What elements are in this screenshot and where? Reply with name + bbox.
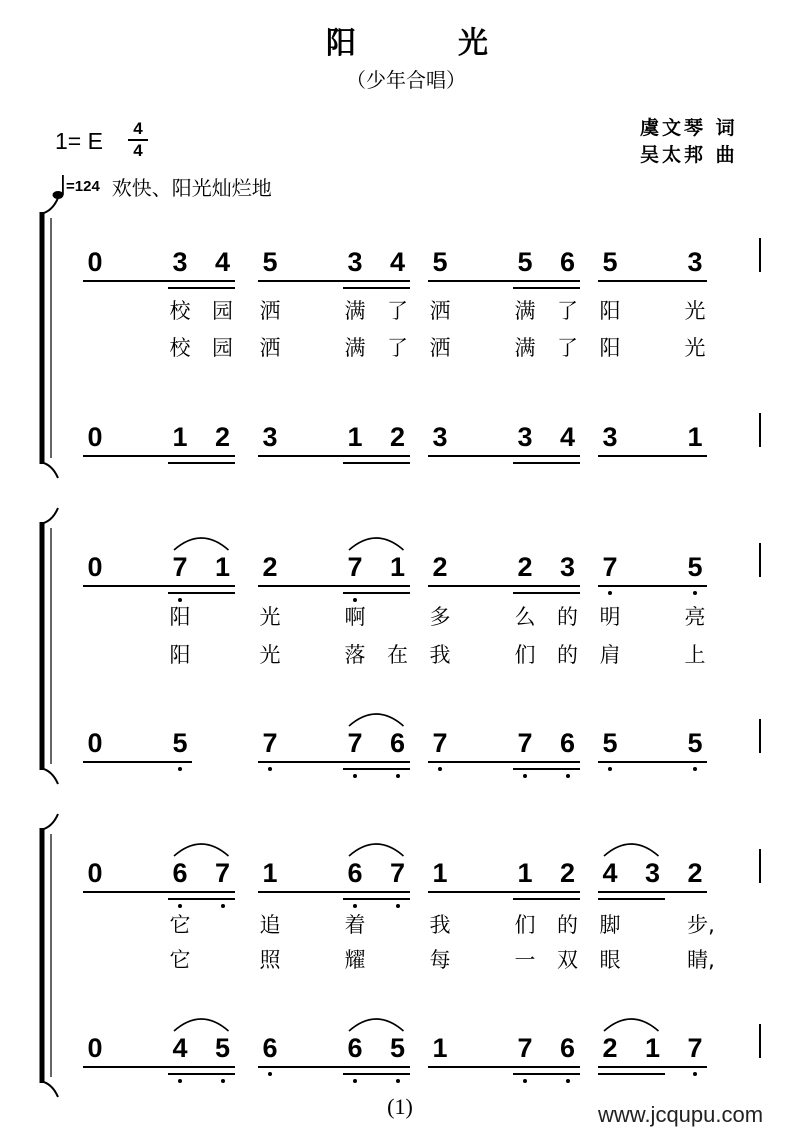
lyric-syllable: 阳 bbox=[599, 299, 621, 323]
lyric-syllable: 追 bbox=[259, 913, 281, 937]
note: 2 bbox=[389, 422, 406, 452]
note: 3 bbox=[262, 422, 278, 452]
sixteenth-beam bbox=[343, 1073, 410, 1075]
note: 7 bbox=[517, 728, 533, 758]
bracket-hook-top bbox=[40, 198, 58, 214]
sixteenth-beam bbox=[513, 592, 580, 594]
sixteenth-beam bbox=[598, 1073, 665, 1075]
note: 4 bbox=[214, 247, 231, 277]
sixteenth-beam bbox=[168, 592, 235, 594]
note: 1 bbox=[644, 1033, 661, 1063]
lyric-syllable: 眼 bbox=[599, 948, 621, 972]
key-signature: 1= E bbox=[55, 128, 103, 154]
title-char-1: 阳 bbox=[326, 26, 356, 61]
lyric-syllable: 么 bbox=[514, 605, 536, 629]
slur bbox=[174, 844, 229, 856]
lyric-syllable: 了 bbox=[557, 299, 578, 323]
lyric-syllable: 双 bbox=[557, 948, 578, 972]
note: 3 bbox=[602, 422, 618, 452]
lyric-syllable: 啊 bbox=[344, 605, 366, 629]
lyric-syllable: 着 bbox=[344, 913, 366, 937]
low-octave-dot bbox=[178, 598, 182, 602]
note: 6 bbox=[559, 247, 576, 277]
note: 5 bbox=[432, 247, 448, 277]
note: 5 bbox=[687, 728, 703, 758]
slur bbox=[349, 714, 404, 726]
note: 7 bbox=[347, 728, 363, 758]
low-octave-dot bbox=[693, 591, 697, 595]
low-octave-dot bbox=[608, 591, 612, 595]
sixteenth-beam bbox=[343, 768, 410, 770]
note: 5 bbox=[389, 1033, 406, 1063]
bracket-hook-bottom bbox=[40, 462, 58, 478]
lyric-syllable: 满 bbox=[344, 336, 366, 360]
subtitle: （少年合唱） bbox=[346, 68, 466, 92]
slur bbox=[174, 538, 229, 550]
slur bbox=[174, 1019, 229, 1031]
note: 4 bbox=[389, 247, 406, 277]
note: 6 bbox=[389, 728, 406, 758]
lyric-syllable: 的 bbox=[557, 913, 578, 937]
note: 1 bbox=[262, 858, 278, 888]
lyric-syllable: 明 bbox=[599, 605, 621, 629]
barline bbox=[759, 719, 761, 753]
note: 1 bbox=[432, 858, 448, 888]
slur bbox=[349, 844, 404, 856]
sixteenth-beam bbox=[513, 287, 580, 289]
lyric-syllable: 一 bbox=[514, 948, 536, 972]
eighth-beam bbox=[598, 1066, 707, 1068]
time-signature-top: 4 bbox=[133, 119, 143, 138]
eighth-beam bbox=[258, 1066, 410, 1068]
composer-credit: 吴太邦 曲 bbox=[640, 144, 738, 166]
sixteenth-beam bbox=[343, 287, 410, 289]
low-octave-dot bbox=[693, 767, 697, 771]
note: 6 bbox=[559, 728, 576, 758]
low-octave-dot bbox=[396, 904, 400, 908]
slur bbox=[604, 1019, 659, 1031]
low-octave-dot bbox=[268, 767, 272, 771]
note: 7 bbox=[172, 552, 188, 582]
note: 5 bbox=[517, 247, 533, 277]
note: 3 bbox=[347, 247, 363, 277]
bracket-hook-top bbox=[40, 814, 58, 830]
sixteenth-beam bbox=[168, 898, 235, 900]
sixteenth-beam bbox=[513, 1073, 580, 1075]
low-octave-dot bbox=[566, 774, 570, 778]
lyric-syllable: 多 bbox=[429, 605, 451, 629]
lyric-syllable: 上 bbox=[684, 643, 706, 667]
eighth-beam bbox=[258, 280, 410, 282]
eighth-beam bbox=[83, 455, 235, 457]
note: 0 bbox=[87, 552, 103, 582]
note: 5 bbox=[602, 247, 618, 277]
time-signature-bottom: 4 bbox=[133, 141, 143, 160]
bracket-hook-bottom bbox=[40, 768, 58, 784]
sixteenth-beam bbox=[343, 462, 410, 464]
lyric-syllable: 满 bbox=[514, 336, 536, 360]
note: 6 bbox=[347, 858, 363, 888]
note: 7 bbox=[389, 858, 406, 888]
barline bbox=[759, 543, 761, 577]
eighth-beam bbox=[598, 761, 707, 763]
note: 1 bbox=[214, 552, 231, 582]
lyric-syllable: 我 bbox=[429, 913, 451, 937]
lyric-syllable: 肩 bbox=[599, 643, 621, 667]
note: 5 bbox=[602, 728, 618, 758]
lyric-syllable: 光 bbox=[259, 605, 281, 629]
note: 6 bbox=[559, 1033, 576, 1063]
lyric-syllable: 满 bbox=[344, 299, 366, 323]
barline bbox=[759, 238, 761, 272]
lyric-syllable: 们 bbox=[514, 643, 536, 667]
lyric-syllable: 光 bbox=[259, 643, 281, 667]
lyric-syllable: 阳 bbox=[169, 605, 191, 629]
lyric-syllable: 了 bbox=[387, 299, 408, 323]
lyric-syllable: 耀 bbox=[344, 948, 366, 972]
lyric-syllable: 阳 bbox=[169, 643, 191, 667]
note: 1 bbox=[687, 422, 703, 452]
low-octave-dot bbox=[693, 1072, 697, 1076]
lyric-syllable: 园 bbox=[212, 336, 233, 360]
eighth-beam bbox=[258, 455, 410, 457]
slur bbox=[349, 538, 404, 550]
note: 0 bbox=[87, 422, 103, 452]
slur bbox=[349, 1019, 404, 1031]
eighth-beam bbox=[83, 585, 235, 587]
bracket-hook-bottom bbox=[40, 1081, 58, 1097]
lyric-syllable: 了 bbox=[387, 336, 408, 360]
note: 7 bbox=[262, 728, 278, 758]
low-octave-dot bbox=[178, 1079, 182, 1083]
watermark: www.jcqupu.com bbox=[598, 1102, 764, 1127]
eighth-beam bbox=[428, 1066, 580, 1068]
lyric-syllable: 亮 bbox=[684, 605, 706, 629]
low-octave-dot bbox=[608, 767, 612, 771]
lyric-syllable: 阳 bbox=[599, 336, 621, 360]
lyric-syllable: 步, bbox=[687, 913, 715, 937]
low-octave-dot bbox=[438, 767, 442, 771]
low-octave-dot bbox=[221, 904, 225, 908]
sixteenth-beam bbox=[513, 898, 580, 900]
lyric-syllable: 每 bbox=[429, 948, 451, 972]
eighth-beam bbox=[83, 1066, 235, 1068]
note: 3 bbox=[644, 858, 661, 888]
note: 0 bbox=[87, 858, 103, 888]
low-octave-dot bbox=[523, 1079, 527, 1083]
lyric-syllable: 在 bbox=[387, 643, 408, 667]
note: 6 bbox=[347, 1033, 363, 1063]
note: 2 bbox=[214, 422, 231, 452]
barline bbox=[759, 413, 761, 447]
note: 7 bbox=[214, 858, 231, 888]
barline bbox=[759, 1024, 761, 1058]
eighth-beam bbox=[83, 891, 235, 893]
sixteenth-beam bbox=[343, 592, 410, 594]
note: 3 bbox=[517, 422, 533, 452]
lyric-syllable: 光 bbox=[684, 299, 706, 323]
note: 3 bbox=[172, 247, 188, 277]
note: 2 bbox=[559, 858, 576, 888]
lyric-syllable: 洒 bbox=[429, 336, 451, 360]
bracket-hook-top bbox=[40, 508, 58, 524]
lyric-syllable: 的 bbox=[557, 643, 578, 667]
note: 2 bbox=[602, 1033, 618, 1063]
lyricist-credit: 虞文琴 词 bbox=[640, 117, 738, 139]
note: 5 bbox=[262, 247, 278, 277]
lyric-syllable: 光 bbox=[684, 336, 706, 360]
lyric-syllable: 我 bbox=[429, 643, 451, 667]
note: 0 bbox=[87, 1033, 103, 1063]
note: 0 bbox=[87, 728, 103, 758]
lyric-syllable: 了 bbox=[557, 336, 578, 360]
note: 2 bbox=[262, 552, 278, 582]
lyric-syllable: 脚 bbox=[599, 913, 621, 937]
low-octave-dot bbox=[353, 774, 357, 778]
note: 1 bbox=[517, 858, 533, 888]
lyric-syllable: 它 bbox=[169, 913, 191, 937]
low-octave-dot bbox=[221, 1079, 225, 1083]
lyric-syllable: 洒 bbox=[259, 336, 281, 360]
low-octave-dot bbox=[523, 774, 527, 778]
eighth-beam bbox=[598, 280, 707, 282]
note: 4 bbox=[602, 858, 618, 888]
low-octave-dot bbox=[353, 904, 357, 908]
note: 3 bbox=[432, 422, 448, 452]
low-octave-dot bbox=[396, 1079, 400, 1083]
eighth-beam bbox=[428, 891, 580, 893]
note: 6 bbox=[172, 858, 188, 888]
sixteenth-beam bbox=[168, 462, 235, 464]
eighth-beam bbox=[598, 455, 707, 457]
note: 2 bbox=[687, 858, 703, 888]
eighth-beam bbox=[258, 891, 410, 893]
lyric-syllable: 的 bbox=[557, 605, 578, 629]
sixteenth-beam bbox=[168, 287, 235, 289]
sixteenth-beam bbox=[598, 898, 665, 900]
eighth-beam bbox=[258, 585, 410, 587]
eighth-beam bbox=[428, 585, 580, 587]
lyric-syllable: 落 bbox=[344, 643, 366, 667]
low-octave-dot bbox=[268, 1072, 272, 1076]
note: 1 bbox=[432, 1033, 448, 1063]
note: 1 bbox=[389, 552, 406, 582]
lyric-syllable: 满 bbox=[514, 299, 536, 323]
sixteenth-beam bbox=[513, 768, 580, 770]
lyric-syllable: 洒 bbox=[259, 299, 281, 323]
note: 5 bbox=[214, 1033, 231, 1063]
eighth-beam bbox=[83, 761, 192, 763]
lyric-syllable: 它 bbox=[169, 948, 191, 972]
low-octave-dot bbox=[178, 904, 182, 908]
note: 6 bbox=[262, 1033, 278, 1063]
low-octave-dot bbox=[566, 1079, 570, 1083]
eighth-beam bbox=[428, 280, 580, 282]
note: 5 bbox=[172, 728, 188, 758]
slur bbox=[604, 844, 659, 856]
eighth-beam bbox=[258, 761, 410, 763]
note: 7 bbox=[517, 1033, 533, 1063]
lyric-syllable: 睛, bbox=[687, 948, 715, 972]
title-char-2: 光 bbox=[458, 26, 488, 61]
note: 4 bbox=[172, 1033, 188, 1063]
sixteenth-beam bbox=[168, 1073, 235, 1075]
note: 3 bbox=[687, 247, 703, 277]
eighth-beam bbox=[428, 455, 580, 457]
sixteenth-beam bbox=[343, 898, 410, 900]
low-octave-dot bbox=[396, 774, 400, 778]
lyric-syllable: 校 bbox=[169, 299, 191, 323]
note: 7 bbox=[432, 728, 448, 758]
tempo-value: =124 bbox=[66, 178, 100, 195]
eighth-beam bbox=[83, 280, 235, 282]
lyric-syllable: 们 bbox=[514, 913, 536, 937]
note: 7 bbox=[347, 552, 363, 582]
low-octave-dot bbox=[353, 1079, 357, 1083]
lyric-syllable: 校 bbox=[169, 336, 191, 360]
eighth-beam bbox=[428, 761, 580, 763]
page-number: (1) bbox=[387, 1094, 413, 1119]
note: 3 bbox=[559, 552, 576, 582]
lyric-syllable: 照 bbox=[259, 948, 281, 972]
barline bbox=[759, 849, 761, 883]
note: 2 bbox=[517, 552, 533, 582]
note: 7 bbox=[602, 552, 618, 582]
sixteenth-beam bbox=[513, 462, 580, 464]
tempo-marking: 欢快、阳光灿烂地 bbox=[111, 176, 272, 200]
note: 2 bbox=[432, 552, 448, 582]
note: 1 bbox=[347, 422, 363, 452]
eighth-beam bbox=[598, 585, 707, 587]
note: 0 bbox=[87, 247, 103, 277]
low-octave-dot bbox=[353, 598, 357, 602]
note: 4 bbox=[559, 422, 576, 452]
lyric-syllable: 园 bbox=[212, 299, 233, 323]
eighth-beam bbox=[598, 891, 707, 893]
note: 5 bbox=[687, 552, 703, 582]
note: 7 bbox=[687, 1033, 703, 1063]
lyric-syllable: 洒 bbox=[429, 299, 451, 323]
low-octave-dot bbox=[178, 767, 182, 771]
note: 1 bbox=[172, 422, 188, 452]
